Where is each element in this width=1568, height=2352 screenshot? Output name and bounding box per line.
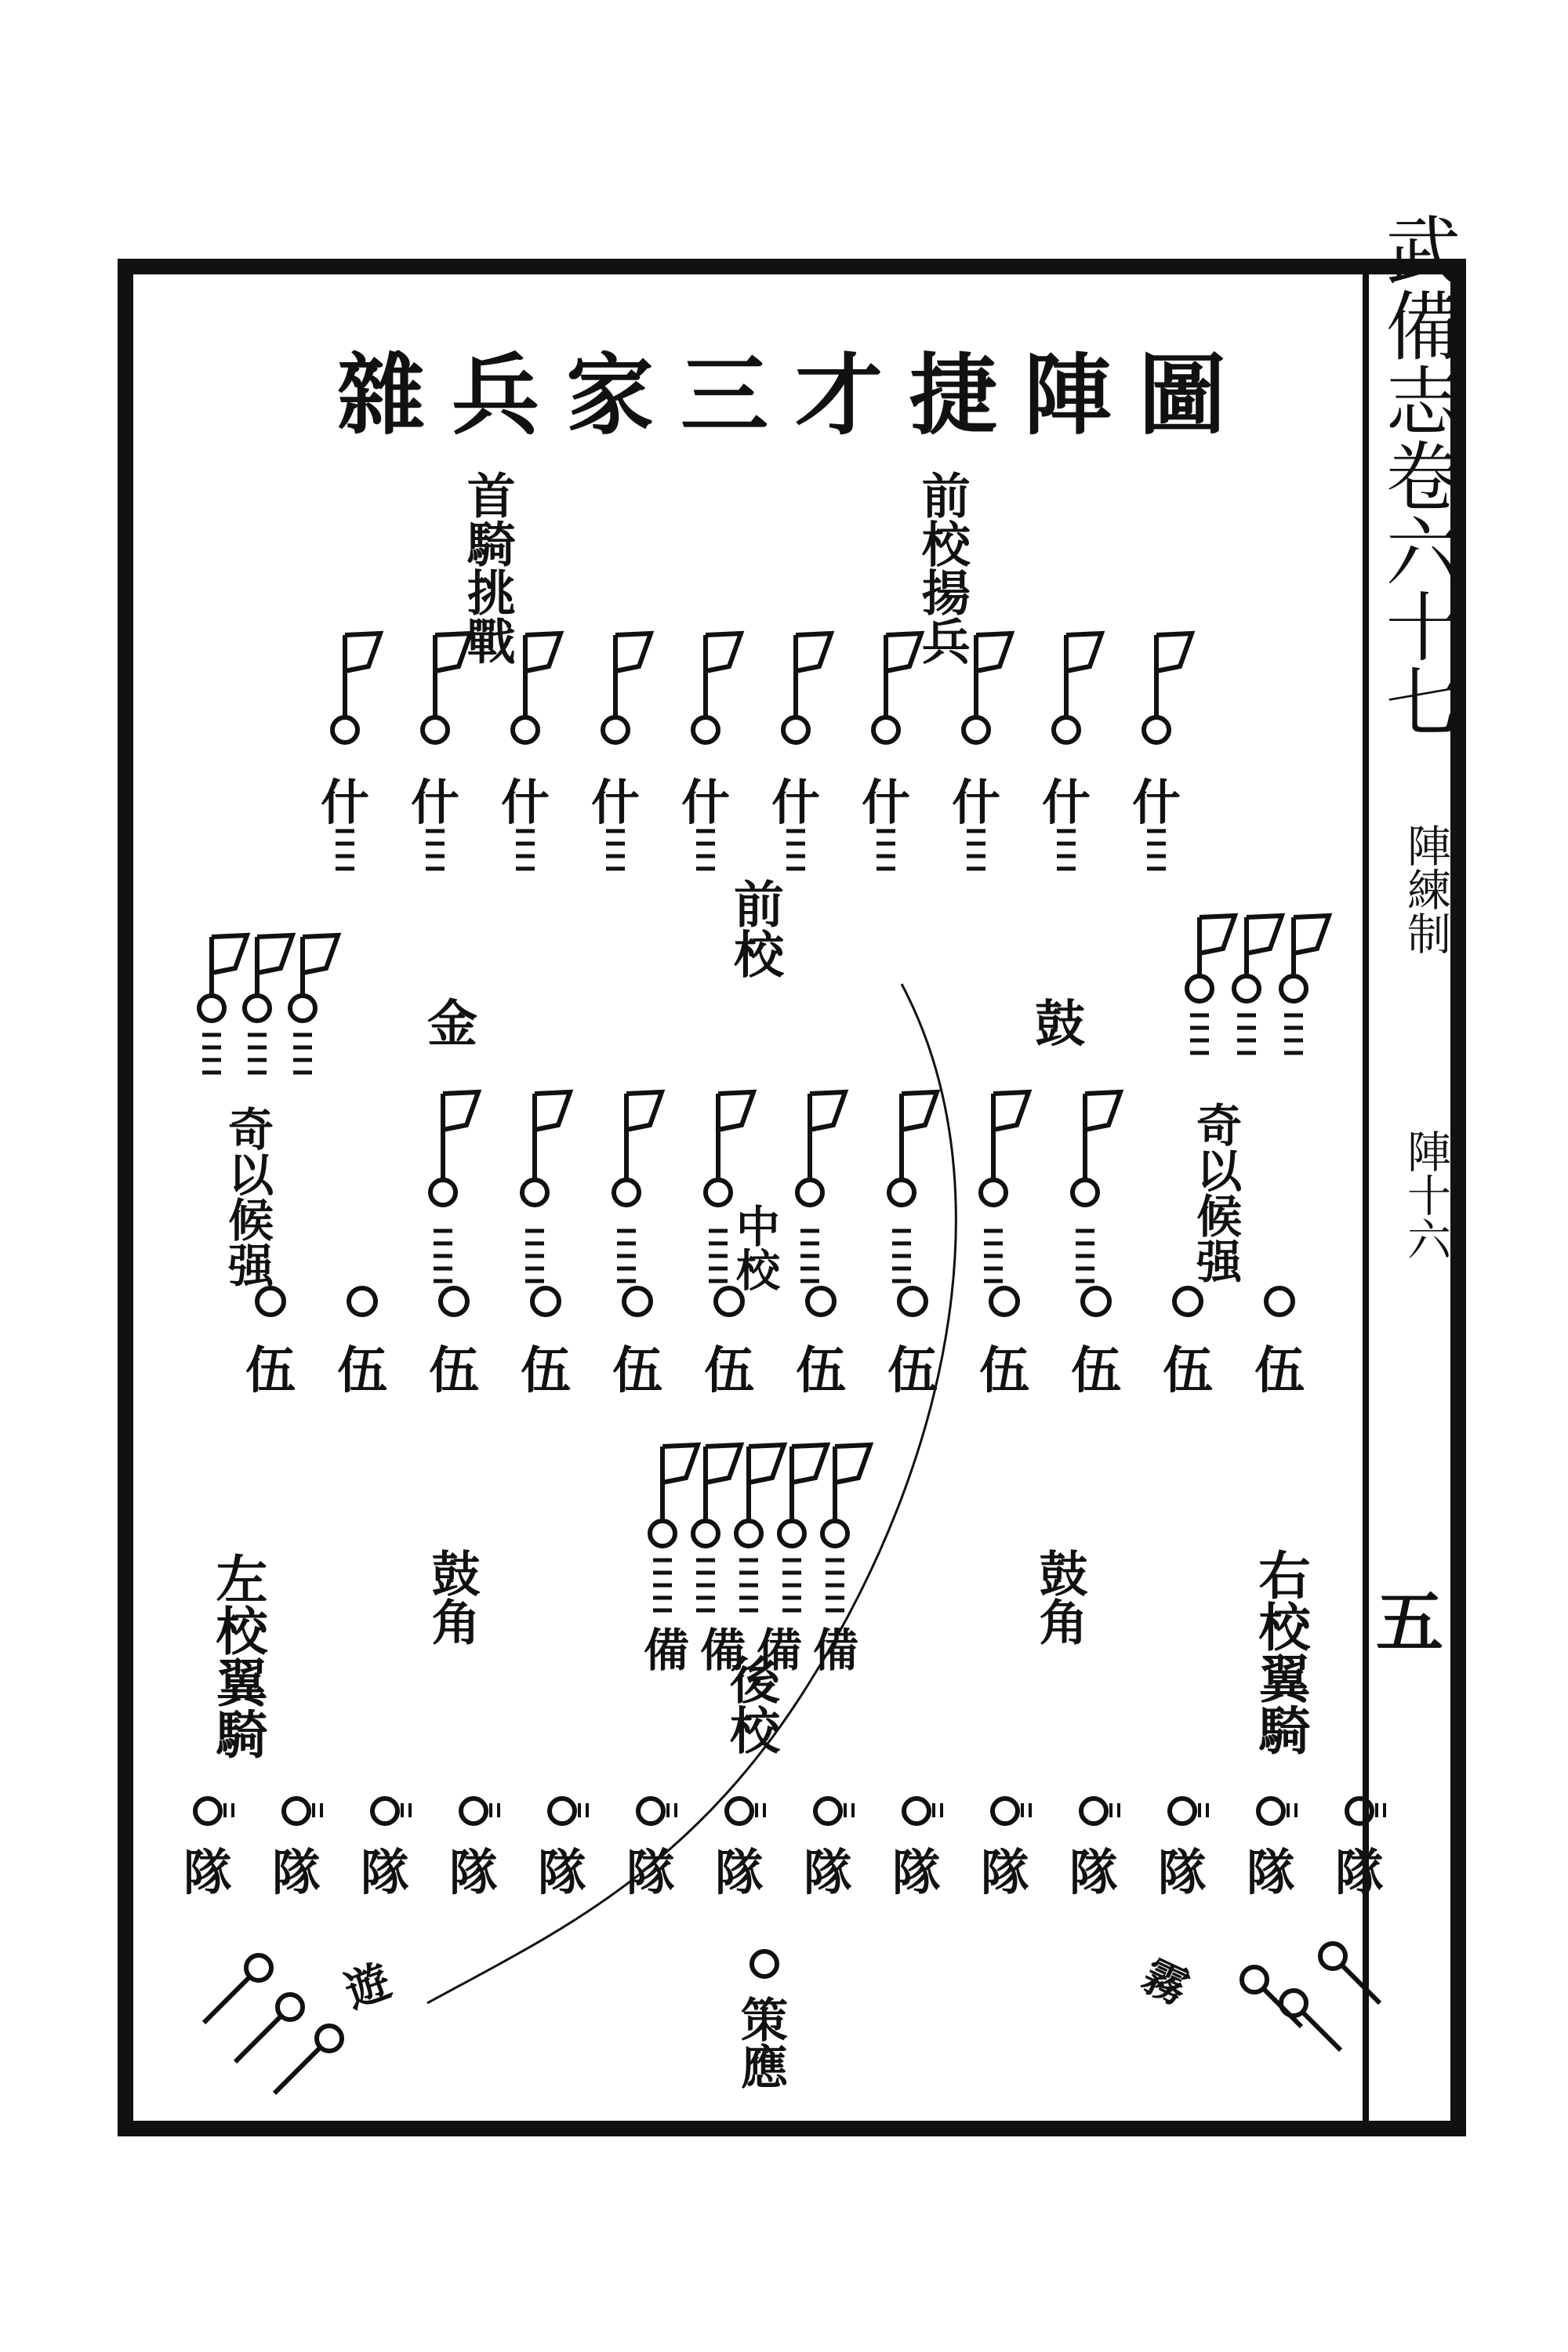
left-flank-flag: [245, 935, 292, 1021]
dui-label: 隊: [183, 1844, 233, 1901]
caption-front-left: 首騎挑戰: [459, 470, 517, 665]
front-flag: [332, 633, 380, 742]
dui-circle: [727, 1798, 752, 1824]
bei-label: 備: [643, 1624, 690, 1677]
caption-drum-horn-right: 鼓角: [1031, 1548, 1088, 1646]
left-flank-flag: [290, 935, 338, 1021]
scout-circle: [1281, 1991, 1306, 2016]
caption-left-school: 左校翼騎: [207, 1552, 268, 1759]
middle-flag: [797, 1092, 845, 1205]
dui-circle: [638, 1798, 663, 1824]
bei-label: 備: [756, 1624, 803, 1677]
margin-folio: 五: [1376, 1583, 1443, 1662]
shi-label: 什: [500, 774, 550, 831]
wu-circle: [716, 1288, 742, 1315]
caption-right-flank: 奇以候强: [1189, 1102, 1243, 1283]
middle-flag: [706, 1092, 753, 1205]
wu-label: 伍: [521, 1341, 571, 1400]
caption-front-school: 前校: [725, 878, 784, 978]
wu-label: 伍: [1071, 1341, 1121, 1400]
scout-staff: [204, 1977, 249, 2023]
dui-circle: [1347, 1798, 1372, 1824]
wu-circle: [441, 1288, 467, 1315]
left-flank-flag: [199, 935, 247, 1021]
dui-circle: [372, 1798, 397, 1824]
bei-flag: [779, 1445, 827, 1546]
dui-label: 隊: [980, 1844, 1030, 1901]
shi-label: 什: [861, 774, 911, 831]
shi-label: 什: [320, 774, 370, 831]
wu-label: 伍: [429, 1341, 479, 1400]
diagram-title: 雜兵家三才捷陣圖: [337, 344, 1253, 447]
wu-circle: [349, 1288, 376, 1315]
reserve-circle: [752, 1951, 777, 1976]
wu-label: 伍: [612, 1341, 662, 1400]
arc-line: [423, 984, 956, 2003]
dui-label: 隊: [714, 1844, 764, 1901]
scout-circle: [246, 1955, 271, 1980]
caption-reserve: 策應: [733, 1995, 788, 2089]
front-flag: [513, 633, 561, 742]
middle-flag: [614, 1092, 662, 1205]
right-flank-flag: [1187, 916, 1235, 1001]
dui-label: 隊: [626, 1844, 676, 1901]
dui-label: 隊: [803, 1844, 853, 1901]
wu-label: 伍: [979, 1341, 1029, 1400]
middle-flag: [889, 1092, 937, 1205]
wu-label: 伍: [704, 1341, 754, 1400]
dui-circle: [284, 1798, 309, 1824]
dui-circle: [1081, 1798, 1106, 1824]
right-flank-flag: [1234, 916, 1282, 1001]
wu-circle: [532, 1288, 559, 1315]
caption-left-flank: 奇以候强: [220, 1105, 274, 1287]
scout-circle: [278, 1994, 303, 2020]
margin-chapter: 陣十六: [1400, 1129, 1451, 1261]
middle-flag: [430, 1092, 478, 1205]
wu-label: 伍: [337, 1341, 387, 1400]
wu-circle: [808, 1288, 834, 1315]
dui-label: 隊: [1334, 1844, 1385, 1901]
wu-label: 伍: [1163, 1341, 1213, 1400]
right-flank-flag: [1281, 916, 1329, 1001]
bei-label: 備: [699, 1624, 746, 1677]
wu-label: 伍: [245, 1341, 296, 1400]
middle-flag: [1073, 1092, 1120, 1205]
bei-flag: [736, 1445, 784, 1546]
scout-staff: [274, 2048, 320, 2093]
dui-label: 隊: [448, 1844, 499, 1901]
shi-label: 什: [590, 774, 641, 831]
wu-label: 伍: [1254, 1341, 1305, 1400]
dui-circle: [993, 1798, 1018, 1824]
scout-staff: [235, 2016, 281, 2062]
front-flag: [783, 633, 831, 742]
front-flag: [693, 633, 741, 742]
caption-drum-horn-left: 鼓角: [423, 1548, 481, 1646]
dui-circle: [815, 1798, 840, 1824]
wu-circle: [991, 1288, 1018, 1315]
dui-label: 隊: [360, 1844, 410, 1901]
wu-circle: [1266, 1288, 1293, 1315]
scout-staff: [1303, 2013, 1341, 2050]
caption-lower-left: 遊: [338, 1955, 397, 2019]
scout-staff: [1342, 1965, 1380, 2003]
caption-drum: 鼓: [1035, 995, 1085, 1054]
shi-label: 什: [410, 774, 460, 831]
front-flag: [873, 633, 921, 742]
dui-circle: [461, 1798, 486, 1824]
dui-label: 隊: [1069, 1844, 1119, 1901]
middle-flag: [522, 1092, 570, 1205]
dui-label: 隊: [1157, 1844, 1207, 1901]
scout-circle: [317, 2026, 342, 2051]
middle-flag: [981, 1092, 1029, 1205]
bei-flag: [822, 1445, 870, 1546]
bei-flag: [693, 1445, 741, 1546]
dui-circle: [1258, 1798, 1283, 1824]
caption-rear-school: 後校: [721, 1654, 780, 1755]
wu-circle: [624, 1288, 651, 1315]
front-flag: [1054, 633, 1102, 742]
scout-circle: [1320, 1944, 1345, 1969]
front-flag: [1144, 633, 1192, 742]
wu-label: 伍: [796, 1341, 846, 1400]
scout-circle: [1242, 1967, 1267, 1992]
front-flag: [603, 633, 651, 742]
caption-right-school: 右校翼騎: [1250, 1548, 1311, 1755]
wu-circle: [1083, 1288, 1109, 1315]
caption-center-school: 中校: [729, 1203, 781, 1291]
margin-section: 陣練制: [1400, 823, 1451, 955]
dui-label: 隊: [1246, 1844, 1296, 1901]
wu-circle: [257, 1288, 284, 1315]
caption-lower-right: 霧: [1134, 1949, 1196, 2016]
dui-circle: [904, 1798, 929, 1824]
wu-circle: [899, 1288, 926, 1315]
dui-circle: [195, 1798, 220, 1824]
shi-label: 什: [1131, 774, 1181, 831]
front-flag: [423, 633, 470, 742]
caption-front-right: 前校揚兵: [913, 470, 971, 665]
shi-label: 什: [951, 774, 1001, 831]
dui-label: 隊: [537, 1844, 587, 1901]
margin-book-title: 武備志卷六十七: [1374, 212, 1461, 739]
dui-circle: [1170, 1798, 1195, 1824]
wu-circle: [1174, 1288, 1201, 1315]
dui-label: 隊: [891, 1844, 942, 1901]
shi-label: 什: [681, 774, 731, 831]
caption-gold: 金: [427, 995, 477, 1054]
wu-label: 伍: [887, 1341, 938, 1400]
bei-flag: [650, 1445, 698, 1546]
shi-label: 什: [771, 774, 821, 831]
bei-label: 備: [812, 1624, 859, 1677]
dui-label: 隊: [271, 1844, 321, 1901]
front-flag: [964, 633, 1011, 742]
shi-label: 什: [1041, 774, 1091, 831]
dui-circle: [550, 1798, 575, 1824]
